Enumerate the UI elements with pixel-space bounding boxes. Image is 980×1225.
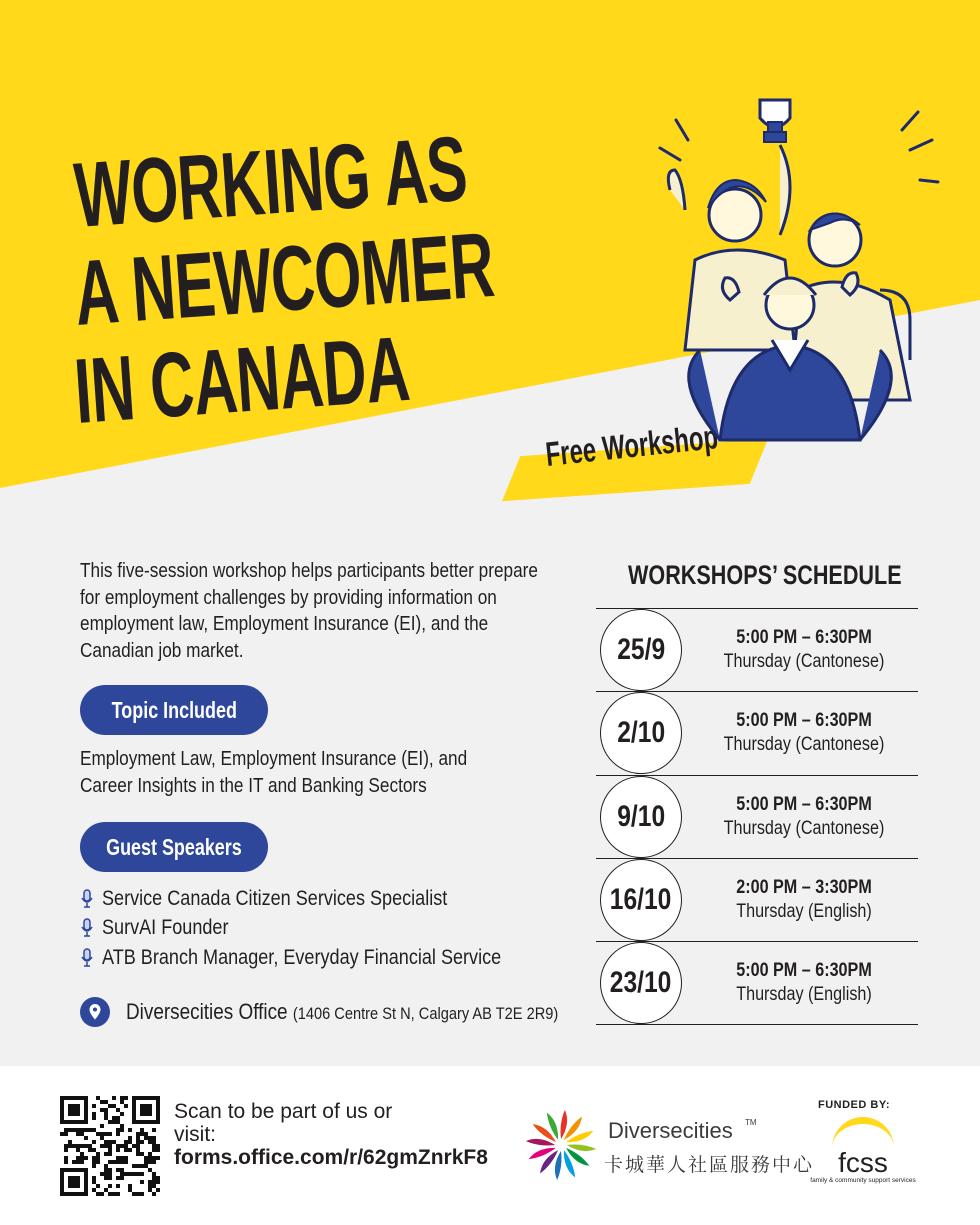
location <box>80 996 629 1028</box>
brand-chinese-name: 卡城華人社區服務中心 <box>604 1154 815 1176</box>
session-date: 23/10 <box>610 966 672 1000</box>
session-time: 5:00 PM – 6:30PM <box>736 627 872 648</box>
session-time: 5:00 PM – 6:30PM <box>736 793 872 815</box>
speaker-name: Service Canada Citizen Services Specialist <box>102 887 448 910</box>
microphone-icon <box>80 948 94 968</box>
session-time: 5:00 PM – 6:30PM <box>736 710 872 732</box>
topics-text: Employment Law, Employment Insurance (EI), and Career Insights in the IT and Banking Sectors <box>80 748 468 797</box>
location-pin-icon <box>80 997 110 1027</box>
session-day: Thursday (Cantonese) <box>723 734 885 756</box>
session-date-circle <box>600 692 682 774</box>
celebrating-people-illustration <box>640 90 940 440</box>
brand-name: Diversecities <box>608 1118 733 1143</box>
session-date: 2/10 <box>617 716 665 750</box>
schedule-title: WORKSHOPS’ SCHEDULE <box>628 560 902 590</box>
session-time: 5:00 PM – 6:30PM <box>736 960 872 982</box>
fcss-name: fcss <box>838 1147 888 1178</box>
subtitle: Free Workshop <box>543 418 720 475</box>
session-date: 16/10 <box>610 882 672 916</box>
schedule-row <box>596 941 918 1025</box>
session-date-circle <box>600 776 682 858</box>
session-date-circle <box>600 859 682 941</box>
session-date-circle <box>600 609 682 691</box>
session-day: Thursday (Cantonese) <box>723 817 885 839</box>
intro-paragraph: This five-session workshop helps participants better prepare for employment challenges by providing information on employment law, Employment Insurance (EI), and the Canadian job market. <box>80 560 538 662</box>
fcss-logo <box>810 1114 916 1192</box>
topics-label: Topic Included <box>111 696 237 723</box>
schedule-row <box>596 858 918 942</box>
title-line-2: A NEWCOMER <box>71 213 497 345</box>
session-day: Thursday (English) <box>736 984 872 1006</box>
speaker-item <box>80 945 566 971</box>
title-line-3: IN CANADA <box>71 317 413 443</box>
speaker-item <box>80 915 249 941</box>
fcss-tagline: family & community support services <box>810 1177 916 1184</box>
location-name: Diversecities Office (1406 Centre St N, Calgary AB T2E 2R9) <box>126 999 559 1024</box>
session-time: 2:00 PM – 3:30PM <box>736 876 872 898</box>
topics-label-pill <box>80 685 268 735</box>
schedule-divider <box>596 1024 918 1025</box>
form-link[interactable]: forms.office.com/r/62gmZnrkF8 <box>174 1146 488 1169</box>
funded-by-label: FUNDED BY: <box>818 1099 891 1111</box>
session-day: Thursday (English) <box>736 900 872 922</box>
session-date: 9/10 <box>617 799 665 833</box>
speaker-name: ATB Branch Manager, Everyday Financial Service <box>102 946 502 969</box>
speakers-label: Guest Speakers <box>106 833 242 860</box>
qr-code[interactable] <box>60 1096 160 1196</box>
schedule-row <box>596 691 918 775</box>
microphone-icon <box>80 918 94 938</box>
title-line-1: WORKING AS <box>71 117 470 247</box>
session-date: 25/9 <box>617 633 665 666</box>
diversecities-flower-logo <box>522 1106 600 1184</box>
schedule-row <box>596 608 918 692</box>
microphone-icon <box>80 889 94 909</box>
scan-instruction: Scan to be part of us or visit: <box>174 1100 393 1146</box>
schedule-row <box>596 775 918 859</box>
speakers-label-pill <box>80 822 268 872</box>
scan-text-block <box>174 1100 488 1169</box>
speaker-name: SurvAI Founder <box>102 916 229 939</box>
trademark-mark: TM <box>745 1118 757 1127</box>
location-address: (1406 Centre St N, Calgary AB T2E 2R9) <box>292 1004 559 1023</box>
session-day: Thursday (Cantonese) <box>723 651 885 672</box>
session-date-circle <box>600 942 682 1024</box>
speaker-item <box>80 886 504 912</box>
